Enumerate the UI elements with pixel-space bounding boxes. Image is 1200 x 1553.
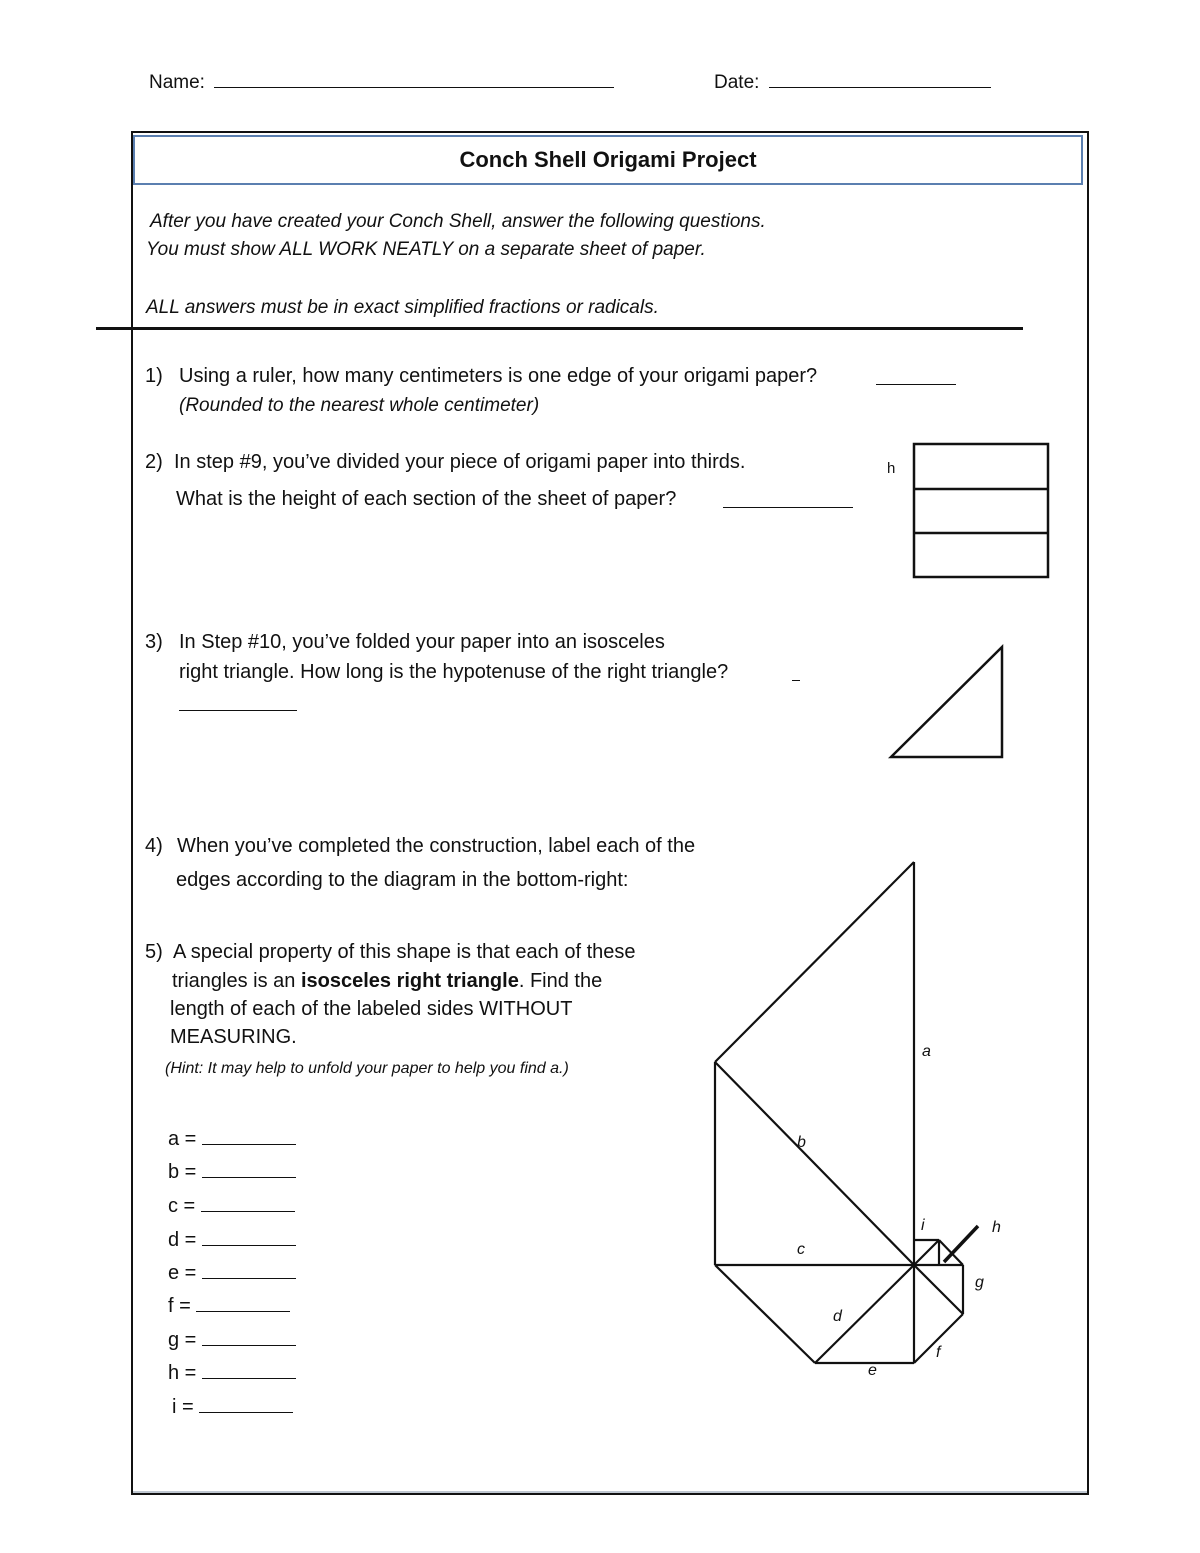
question-1-note: (Rounded to the nearest whole centimeter)	[179, 395, 540, 416]
right-triangle-figure	[891, 647, 1002, 757]
question-5-emphasis: isosceles right triangle	[300, 970, 519, 992]
question-3-number: 3)	[145, 631, 163, 653]
question-2-line-2: What is the height of each section of the sheet of paper?	[176, 488, 677, 510]
question-3-line-1: In Step #10, you’ve folded your paper into an isosceles	[179, 631, 665, 653]
answer-label-h: h =	[168, 1362, 197, 1384]
inner-diagonal-lower-right	[914, 1265, 963, 1314]
edge-d	[815, 1265, 914, 1363]
answer-label-f: f =	[168, 1295, 191, 1317]
outer-edge-lower-left	[715, 1265, 815, 1363]
diagram-label-f: f	[936, 1344, 941, 1361]
diagram-label-i: i	[921, 1217, 925, 1234]
question-5-line-4: MEASURING.	[170, 1026, 297, 1048]
paper-outline	[914, 444, 1048, 577]
answer-label-i: i =	[172, 1396, 194, 1418]
question-4-number: 4)	[145, 835, 163, 857]
question-3-line-2: right triangle. How long is the hypotenuse of the right triangle?	[179, 661, 729, 683]
diagram-label-e: e	[868, 1362, 877, 1379]
outer-edge-top	[715, 862, 914, 1062]
intro-line-1: After you have created your Conch Shell, answer the following questions.	[150, 211, 766, 232]
answer-label-g: g =	[168, 1329, 197, 1351]
question-5-line-2-pre: triangles is an	[172, 970, 301, 992]
diagram-label-h: h	[992, 1219, 1001, 1236]
question-5-line-3: length of each of the labeled sides WITHOUT	[170, 998, 573, 1020]
edge-h-pointer-arrow	[944, 1226, 978, 1262]
diagram-label-c: c	[797, 1241, 805, 1258]
edge-b	[715, 1062, 914, 1265]
question-2-number: 2)	[145, 451, 163, 473]
question-1-number: 1)	[145, 365, 163, 387]
question-5-hint: (Hint: It may help to unfold your paper to help you find a.)	[165, 1060, 569, 1077]
diagram-label-b: b	[797, 1134, 806, 1151]
answer-label-b: b =	[168, 1161, 197, 1183]
name-label: Name:	[149, 72, 205, 93]
answer-label-a: a =	[168, 1128, 197, 1150]
diagram-label-d: d	[833, 1308, 842, 1325]
answer-label-e: e =	[168, 1262, 197, 1284]
paper-thirds-label-h: h	[887, 460, 896, 477]
date-label: Date:	[714, 72, 760, 93]
question-2-line-1: In step #9, you’ve divided your piece of origami paper into thirds.	[174, 451, 746, 473]
intro-line-3: ALL answers must be in exact simplified fractions or radicals.	[146, 297, 659, 318]
paper-thirds-figure	[914, 444, 1048, 577]
question-5-number: 5)	[145, 941, 163, 963]
question-4-line-1: When you’ve completed the construction, label each of the	[177, 835, 696, 857]
question-5-line-1: A special property of this shape is that each of these	[173, 941, 636, 963]
question-1-text: Using a ruler, how many centimeters is one edge of your origami paper?	[179, 365, 818, 387]
answer-label-c: c =	[168, 1195, 196, 1217]
intro-line-2: You must show ALL WORK NEATLY on a separate sheet of paper.	[146, 239, 706, 260]
page-title: Conch Shell Origami Project	[133, 135, 1083, 185]
answer-label-d: d =	[168, 1229, 197, 1251]
small-diagonal-left	[914, 1240, 939, 1265]
diagram-label-a: a	[922, 1043, 931, 1060]
question-5-line-2-post: . Find the	[518, 970, 603, 992]
conch-shell-diagram	[715, 862, 978, 1363]
question-4-line-2: edges according to the diagram in the bottom-right:	[176, 869, 629, 891]
diagram-label-g: g	[975, 1274, 984, 1291]
